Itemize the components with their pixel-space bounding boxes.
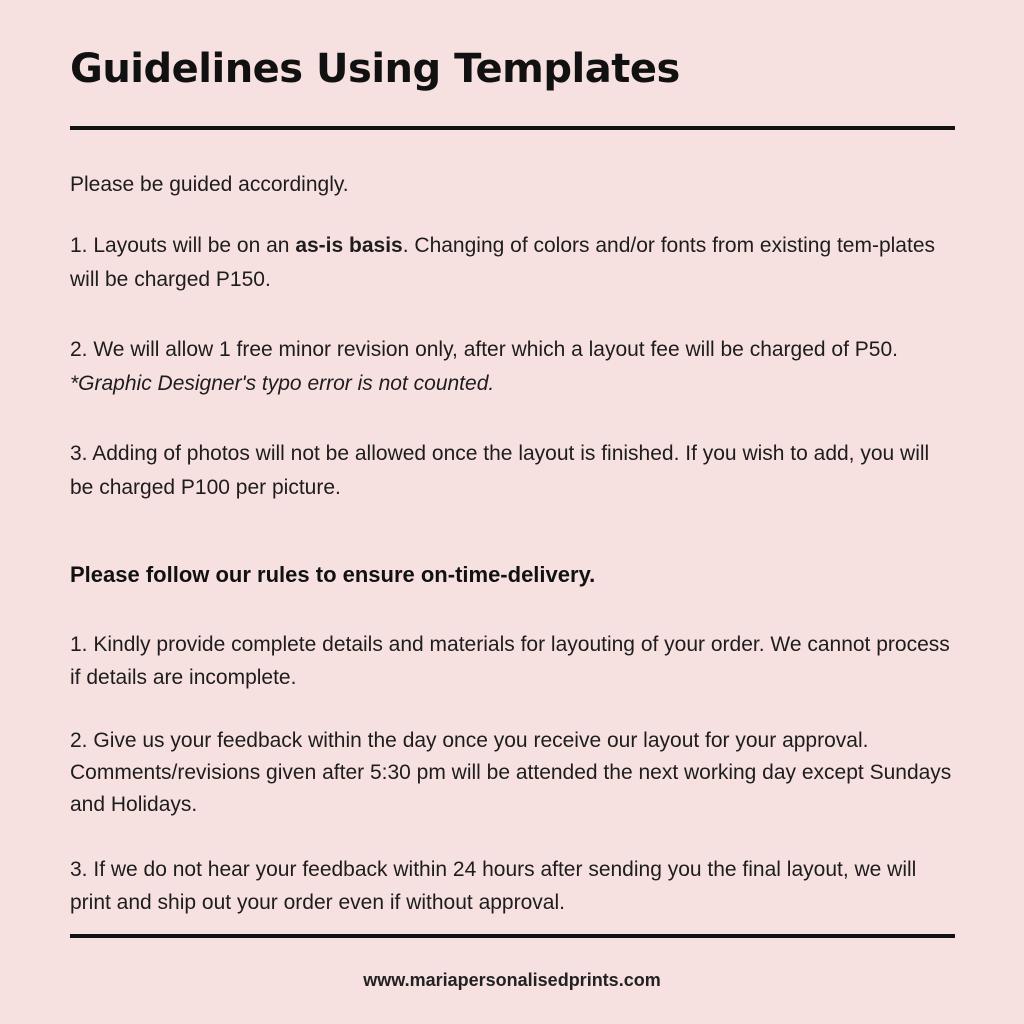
guideline-number: 2.	[70, 338, 88, 361]
top-divider	[70, 126, 955, 130]
bottom-divider	[70, 934, 955, 938]
guideline-emphasis: as-is basis	[295, 234, 403, 257]
guideline-text: . Changing of colors and/or fonts from existing tem-plates will be charged P150.	[70, 234, 935, 291]
website-url: www.mariapersonalisedprints.com	[363, 970, 661, 990]
rule-item	[70, 853, 955, 919]
rule-text: If we do not hear your feedback within 24 hours after sending you the final layout, we will print and ship out your order even if without approval.	[70, 858, 917, 914]
rules-heading: Please follow our rules to ensure on-time-delivery.	[70, 562, 596, 587]
rule-item	[70, 628, 955, 694]
rule-number: 3.	[70, 858, 88, 881]
guideline-item	[70, 229, 955, 297]
guideline-text: Adding of photos will not be allowed once the layout is finished. If you wish to add, you will be charged P100 per picture.	[70, 442, 930, 499]
guideline-item	[70, 333, 955, 401]
rule-number: 2.	[70, 729, 88, 752]
guideline-text: We will allow 1 free minor revision only, after which a layout fee will be charged of P50.	[93, 338, 898, 361]
rule-number: 1.	[70, 633, 88, 656]
rule-text: Give us your feedback within the day once you receive our layout for your approval. Comments/revisions given after 5:30 pm will be attended the next working day except Sundays and Holidays.	[70, 729, 952, 816]
guideline-note: *Graphic Designer's typo error is not counted.	[70, 372, 495, 395]
guideline-text: Layouts will be on an	[93, 234, 296, 257]
rule-item	[70, 725, 955, 821]
guideline-number: 3.	[70, 442, 88, 465]
guideline-number: 1.	[70, 234, 88, 257]
intro-text: Please be guided accordingly.	[70, 173, 349, 196]
page-title: Guidelines Using Templates	[70, 46, 680, 92]
rule-text: Kindly provide complete details and materials for layouting of your order. We cannot process if details are incomplete.	[70, 633, 950, 689]
guideline-item	[70, 437, 955, 505]
